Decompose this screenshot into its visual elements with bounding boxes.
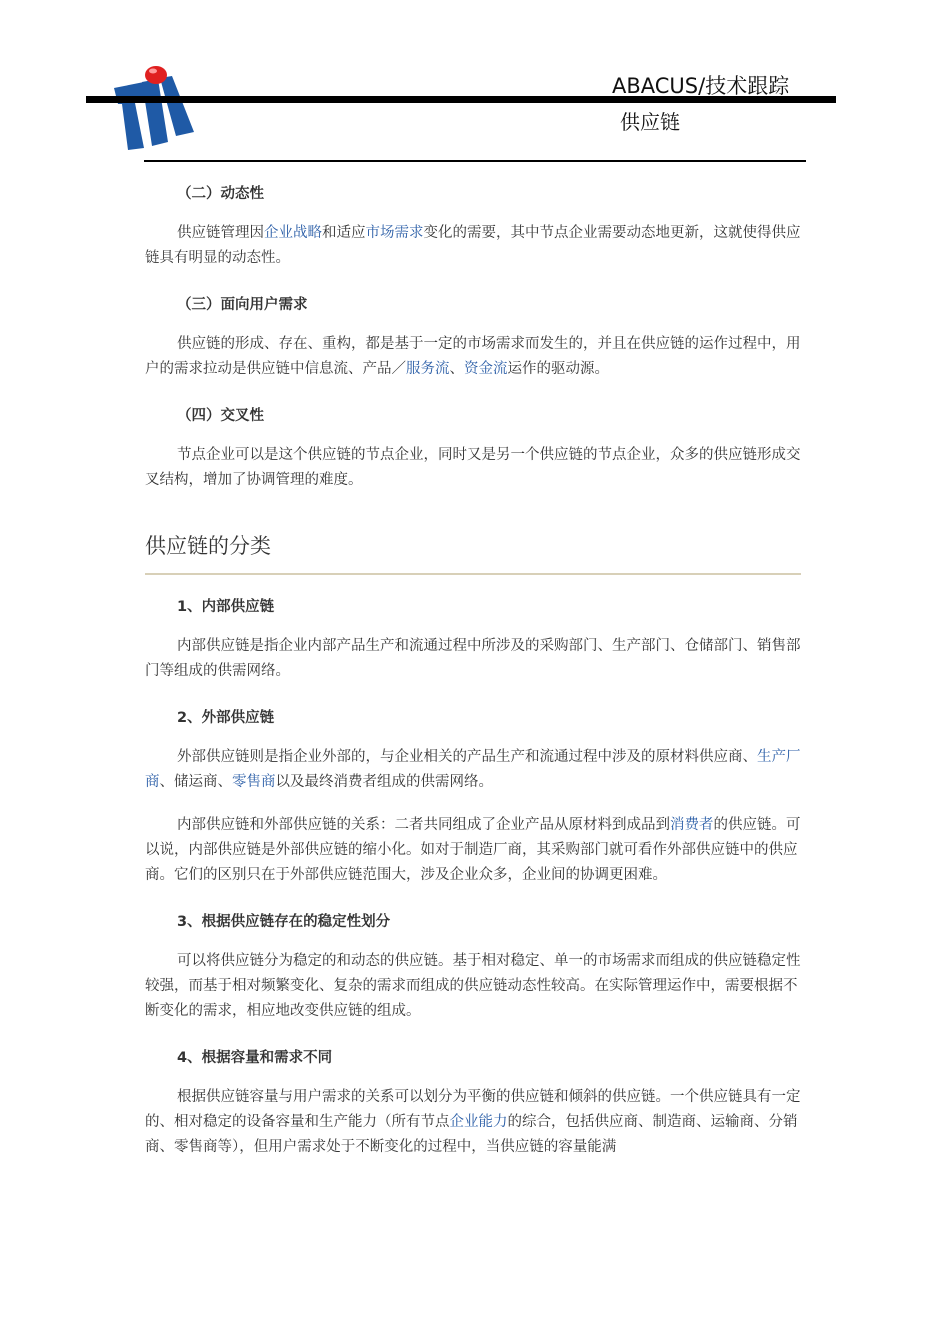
heading-user-demand: （三）面向用户需求 (177, 297, 308, 313)
header-subtitle: 供应链 (620, 110, 680, 134)
section-title-classification: 供应链的分类 (145, 534, 271, 558)
heading-stability: 3、根据供应链存在的稳定性划分 (177, 914, 391, 930)
paragraph-capacity: 根据供应链容量与用户需求的关系可以划分为平衡的供应链和倾斜的供应链。一个供应链具有一定的、相对稳定的设备容量和生产能力（所有节点企业能力的综合，包括供应商、制造商、运输商、分销商、零售商等），但用户需求处于不断变化的过程中，当供应链的容量能满 (145, 1089, 801, 1155)
link-service-flow[interactable]: 服务流 (406, 361, 450, 377)
paragraph-dynamic: 供应链管理因企业战略和适应市场需求变化的需要，其中节点企业需要动态地更新，这就使得供应链具有明显的动态性。 (145, 225, 801, 266)
heading-internal: 1、内部供应链 (177, 599, 275, 615)
heading-dynamic: （二）动态性 (177, 186, 264, 202)
heading-capacity: 4、根据容量和需求不同 (177, 1050, 333, 1066)
paragraph-stability: 可以将供应链分为稳定的和动态的供应链。基于相对稳定、单一的市场需求而组成的供应链稳定性较强，而基于相对频繁变化、复杂的需求而组成的供应链动态性较高。在实际管理运作中，需要根据不断变化的需求，相应地改变供应链的组成。 (145, 953, 801, 1019)
link-market-demand[interactable]: 市场需求 (365, 225, 424, 241)
header-rule (144, 160, 806, 162)
heading-external: 2、外部供应链 (177, 710, 275, 726)
abacus-logo-icon (112, 62, 202, 152)
link-consumer[interactable]: 消费者 (670, 817, 714, 833)
paragraph-user-demand: 供应链的形成、存在、重构，都是基于一定的市场需求而发生的，并且在供应链的运作过程中，用户的需求拉动是供应链中信息流、产品／服务流、资金流运作的驱动源。 (145, 336, 801, 377)
heading-cross: （四）交叉性 (177, 408, 264, 424)
link-manufacturer[interactable]: 生产厂商 (145, 749, 801, 790)
paragraph-cross: 节点企业可以是这个供应链的节点企业，同时又是另一个供应链的节点企业，众多的供应链形成交叉结构，增加了协调管理的难度。 (145, 447, 801, 488)
document-body (145, 178, 801, 1160)
link-retailer[interactable]: 零售商 (232, 774, 276, 790)
link-enterprise-strategy[interactable]: 企业战略 (264, 225, 322, 241)
paragraph-relation: 内部供应链和外部供应链的关系：二者共同组成了企业产品从原材料到成品到消费者的供应链。可以说，内部供应链是外部供应链的缩小化。如对于制造厂商，其采购部门就可看作外部供应链中的供应商。它们的区别只在于外部供应链范围大，涉及企业众多，企业间的协调更困难。 (145, 817, 801, 883)
header-brand: ABACUS/技术跟踪 (612, 74, 790, 98)
paragraph-internal: 内部供应链是指企业内部产品生产和流通过程中所涉及的采购部门、生产部门、仓储部门、销售部门等组成的供需网络。 (145, 638, 801, 679)
paragraph-external: 外部供应链则是指企业外部的，与企业相关的产品生产和流通过程中涉及的原材料供应商、生产厂商、储运商、零售商以及最终消费者组成的供需网络。 (145, 749, 801, 790)
link-enterprise-capability[interactable]: 企业能力 (449, 1114, 508, 1130)
link-capital-flow[interactable]: 资金流 (464, 361, 508, 377)
